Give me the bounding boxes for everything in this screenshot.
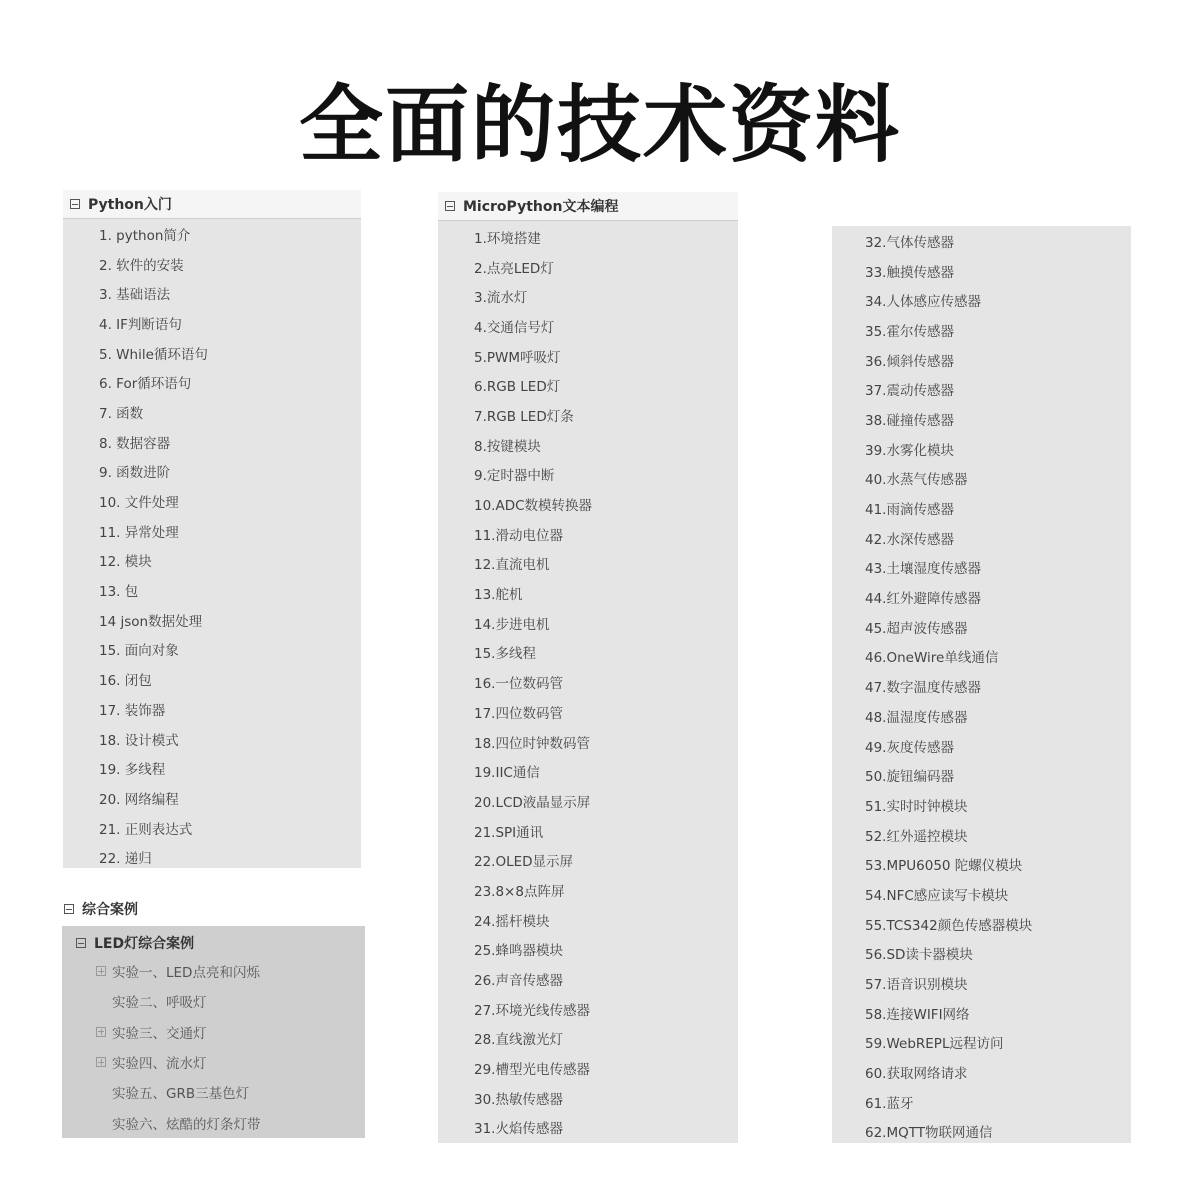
list-item[interactable]: 45.超声波传感器 — [865, 620, 968, 637]
list-item[interactable]: 48.温湿度传感器 — [865, 709, 968, 726]
list-item[interactable]: 38.碰撞传感器 — [865, 412, 954, 429]
list-item[interactable]: 51.实时时钟模块 — [865, 798, 968, 815]
list-item-label: 实验五、GRB三基色灯 — [112, 1086, 250, 1103]
led-cases-title: LED灯综合案例 — [94, 936, 195, 952]
list-item[interactable]: 34.人体感应传感器 — [865, 294, 981, 311]
list-item[interactable]: 6.RGB LED灯 — [474, 379, 561, 396]
list-item[interactable]: 28.直线激光灯 — [474, 1032, 563, 1049]
list-item[interactable]: 43.土壤湿度传感器 — [865, 561, 981, 578]
list-item[interactable]: 60.获取网络请求 — [865, 1066, 968, 1083]
list-item[interactable]: 59.WebREPL远程访问 — [865, 1036, 1004, 1053]
list-item[interactable]: 11.滑动电位器 — [474, 527, 563, 544]
micropython-header[interactable] — [438, 192, 738, 221]
list-item[interactable]: 61.蓝牙 — [865, 1095, 914, 1112]
list-item[interactable]: 20. 网络编程 — [99, 791, 179, 808]
collapse-icon[interactable] — [76, 938, 86, 948]
list-item[interactable]: 4. IF判断语句 — [99, 316, 182, 333]
list-item[interactable]: 3.流水灯 — [474, 290, 528, 307]
list-item[interactable]: 47.数字温度传感器 — [865, 680, 981, 697]
list-item[interactable]: 52.红外遥控模块 — [865, 828, 968, 845]
list-item[interactable]: 20.LCD液晶显示屏 — [474, 794, 591, 811]
page-title: 全面的技术资料 — [298, 76, 901, 174]
list-item[interactable]: 13. 包 — [99, 584, 139, 601]
list-item[interactable]: 35.霍尔传感器 — [865, 323, 954, 340]
list-item[interactable]: 33.触摸传感器 — [865, 264, 954, 281]
list-item-label: 实验四、流水灯 — [112, 1056, 207, 1073]
list-item[interactable]: 25.蜂鸣器模块 — [474, 943, 563, 960]
list-item[interactable]: 18. 设计模式 — [99, 732, 179, 749]
list-item[interactable]: 27.环境光线传感器 — [474, 1002, 590, 1019]
collapse-icon[interactable] — [64, 904, 74, 914]
list-item-label: 实验一、LED点亮和闪烁 — [112, 965, 260, 982]
led-cases-panel — [62, 926, 365, 1138]
list-item[interactable]: 14 json数据处理 — [99, 613, 203, 630]
list-item[interactable]: 46.OneWire单线通信 — [865, 650, 999, 667]
list-item[interactable]: 16.一位数码管 — [474, 676, 563, 693]
list-item[interactable]: 5. While循环语句 — [99, 346, 208, 363]
led-cases-list — [62, 956, 365, 1138]
list-item[interactable]: 1.环境搭建 — [474, 230, 541, 247]
list-item[interactable]: 62.MQTT物联网通信 — [865, 1125, 993, 1142]
collapse-icon[interactable] — [70, 199, 80, 209]
list-item[interactable]: 7. 函数 — [99, 405, 144, 422]
list-item[interactable]: 22. 递归 — [99, 851, 152, 868]
list-item-label: 实验六、炫酷的灯条灯带 — [112, 1116, 261, 1133]
list-item[interactable]: 19.IIC通信 — [474, 765, 540, 782]
list-item[interactable] — [62, 1017, 365, 1047]
list-item[interactable]: 14.步进电机 — [474, 616, 550, 633]
list-item[interactable] — [62, 1107, 365, 1137]
list-item[interactable]: 9. 函数进阶 — [99, 465, 171, 482]
list-item[interactable]: 12.直流电机 — [474, 557, 550, 574]
list-item[interactable]: 36.倾斜传感器 — [865, 353, 954, 370]
list-item[interactable]: 5.PWM呼吸灯 — [474, 349, 561, 366]
list-item[interactable]: 11. 异常处理 — [99, 524, 179, 541]
python-intro-panel — [63, 190, 361, 868]
list-item[interactable]: 8. 数据容器 — [99, 435, 171, 452]
list-item[interactable]: 54.NFC感应读写卡模块 — [865, 887, 1009, 904]
list-item[interactable]: 57.语音识别模块 — [865, 977, 968, 994]
list-item[interactable]: 21.SPI通讯 — [474, 824, 544, 841]
list-item[interactable]: 31.火焰传感器 — [474, 1121, 563, 1138]
list-item[interactable]: 29.槽型光电传感器 — [474, 1062, 590, 1079]
list-item[interactable]: 15.多线程 — [474, 646, 536, 663]
python-intro-header[interactable] — [63, 190, 361, 219]
list-item[interactable]: 17.四位数码管 — [474, 705, 563, 722]
list-item[interactable]: 42.水深传感器 — [865, 531, 954, 548]
list-item[interactable]: 18.四位时钟数码管 — [474, 735, 590, 752]
list-item[interactable]: 21. 正则表达式 — [99, 821, 193, 838]
list-item[interactable] — [62, 956, 365, 986]
python-intro-title: Python入门 — [88, 197, 172, 213]
list-item[interactable]: 32.气体传感器 — [865, 234, 954, 251]
list-item[interactable]: 23.8×8点阵屏 — [474, 883, 565, 900]
list-item[interactable]: 49.灰度传感器 — [865, 739, 954, 756]
list-item[interactable]: 7.RGB LED灯条 — [474, 408, 574, 425]
list-item[interactable]: 4.交通信号灯 — [474, 319, 555, 336]
cases-title: 综合案例 — [82, 902, 138, 918]
list-item[interactable]: 24.摇杆模块 — [474, 913, 550, 930]
list-item[interactable]: 16. 闭包 — [99, 673, 152, 690]
list-item[interactable]: 58.连接WIFI网络 — [865, 1006, 970, 1023]
list-item[interactable]: 44.红外避障传感器 — [865, 591, 981, 608]
list-item-label: 实验三、交通灯 — [112, 1025, 207, 1042]
list-item[interactable]: 39.水雾化模块 — [865, 442, 954, 459]
list-item[interactable] — [62, 1077, 365, 1107]
list-item[interactable]: 2.点亮LED灯 — [474, 260, 554, 277]
list-item[interactable]: 2. 软件的安装 — [99, 257, 184, 274]
list-item-label: 实验二、呼吸灯 — [112, 995, 207, 1012]
list-item[interactable]: 9.定时器中断 — [474, 468, 555, 485]
expand-icon[interactable] — [96, 1027, 106, 1037]
list-item[interactable]: 10.ADC数模转换器 — [474, 498, 593, 515]
list-item[interactable] — [62, 1047, 365, 1077]
cases-header[interactable] — [62, 892, 364, 926]
list-item[interactable]: 6. For循环语句 — [99, 376, 192, 393]
list-item[interactable]: 30.热敏传感器 — [474, 1091, 563, 1108]
list-item[interactable]: 17. 装饰器 — [99, 702, 166, 719]
list-item[interactable]: 1. python简介 — [99, 227, 191, 244]
micropython-title: MicroPython文本编程 — [463, 199, 619, 215]
list-item[interactable]: 40.水蒸气传感器 — [865, 472, 968, 489]
expand-icon[interactable] — [96, 1057, 106, 1067]
list-item[interactable]: 26.声音传感器 — [474, 973, 563, 990]
python-intro-list — [63, 219, 361, 872]
list-item[interactable]: 41.雨滴传感器 — [865, 502, 954, 519]
list-item[interactable]: 10. 文件处理 — [99, 495, 179, 512]
list-item[interactable]: 8.按键模块 — [474, 438, 541, 455]
list-item[interactable]: 12. 模块 — [99, 554, 152, 571]
collapse-icon[interactable] — [445, 201, 455, 211]
list-item[interactable]: 50.旋钮编码器 — [865, 769, 954, 786]
micropython-list — [438, 222, 738, 1142]
list-item[interactable]: 37.震动传感器 — [865, 383, 954, 400]
list-item[interactable] — [62, 986, 365, 1016]
list-item[interactable]: 3. 基础语法 — [99, 287, 171, 304]
list-item[interactable]: 19. 多线程 — [99, 762, 166, 779]
expand-icon[interactable] — [96, 966, 106, 976]
led-cases-header[interactable] — [76, 931, 194, 955]
list-item[interactable]: 53.MPU6050 陀螺仪模块 — [865, 858, 1023, 875]
list-item[interactable]: 13.舵机 — [474, 587, 523, 604]
micropython-continued-panel — [832, 226, 1131, 1143]
list-item[interactable]: 55.TCS342颜色传感器模块 — [865, 917, 1033, 934]
list-item[interactable]: 15. 面向对象 — [99, 643, 179, 660]
list-item[interactable]: 22.OLED显示屏 — [474, 854, 574, 871]
micropython-panel — [438, 192, 738, 1143]
list-item[interactable]: 56.SD读卡器模块 — [865, 947, 973, 964]
micropython-continued-list — [832, 226, 1131, 1146]
